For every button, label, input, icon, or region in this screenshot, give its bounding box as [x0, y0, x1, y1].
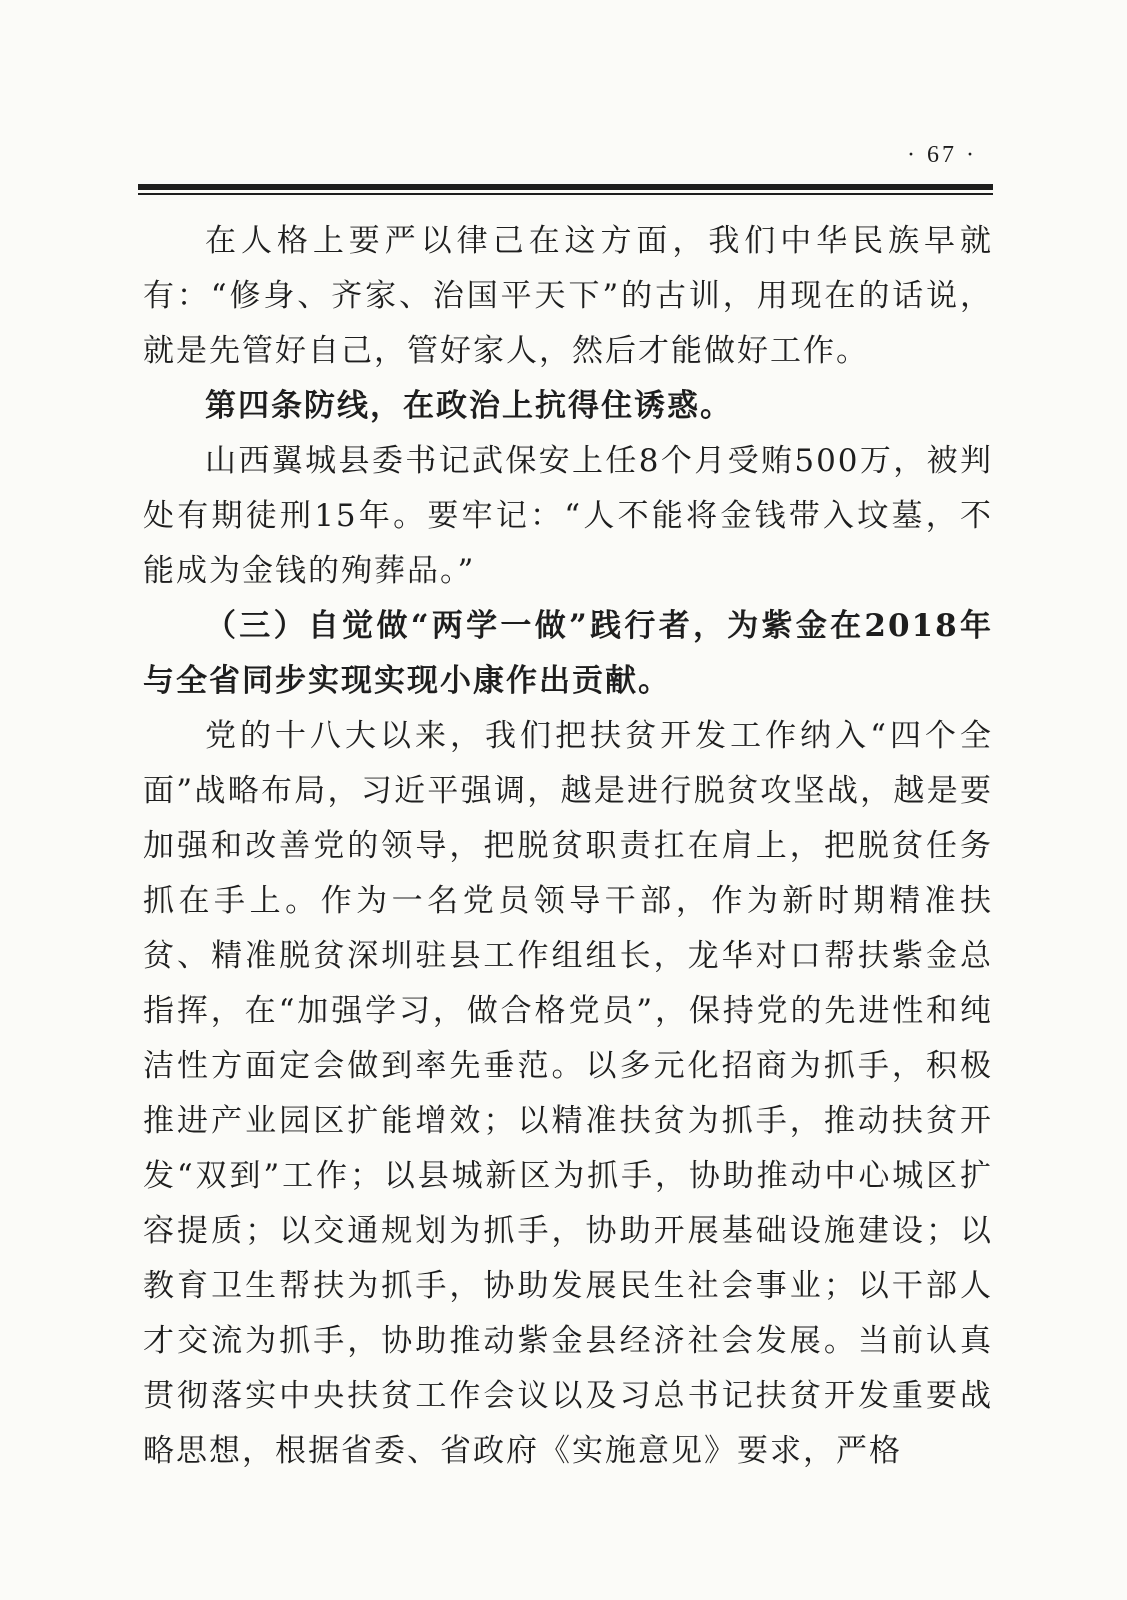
- paragraph-self-discipline: 在人格上要严以律己在这方面，我们中华民族早就有：“修身、齐家、治国平天下”的古训，用现在的话说，就是先管好自己，管好家人，然后才能做好工作。: [143, 223, 993, 369]
- heading-section-three: （三）自觉做“两学一做”践行者，为紫金在2018年与全省同步实现实现小康作出贡献。: [143, 608, 993, 699]
- header-rule-thin: [138, 193, 993, 195]
- heading-fourth-defense-line: 第四条防线，在政治上抗得住诱惑。: [205, 388, 733, 424]
- body-text: [143, 214, 993, 1479]
- paragraph-poverty-alleviation: 党的十八大以来，我们把扶贫开发工作纳入“四个全面”战略布局，习近平强调，越是进行脱贫攻坚战，越是要加强和改善党的领导，把脱贫职责扛在肩上，把脱贫任务抓在手上。作为一名党员领导干部，作为新时期精准扶贫、精准脱贫深圳驻县工作组组长，龙华对口帮扶紫金总指挥，在“加强学习，做合格党员”，保持党的先进性和纯洁性方面定会做到率先垂范。以多元化招商为抓手，积极推进产业园区扩能增效；以精准扶贫为抓手，推动扶贫开发“双到”工作；以县城新区为抓手，协助推动中心城区扩容提质；以交通规划为抓手，协助开展基础设施建设；以教育卫生帮扶为抓手，协助发展民生社会事业；以干部人才交流为抓手，协助推动紫金县经济社会发展。当前认真贯彻落实中央扶贫工作会议以及习总书记扶贫开发重要战略思想，根据省委、省政府《实施意见》要求，严格: [143, 718, 993, 1469]
- header-rule-thick: [138, 184, 993, 190]
- page-number: · 67 ·: [907, 142, 977, 168]
- paragraph-yicheng-case: 山西翼城县委书记武保安上任8个月受贿500万，被判处有期徒刑15年。要牢记：“人不能将金钱带入坟墓，不能成为金钱的殉葬品。”: [143, 443, 993, 589]
